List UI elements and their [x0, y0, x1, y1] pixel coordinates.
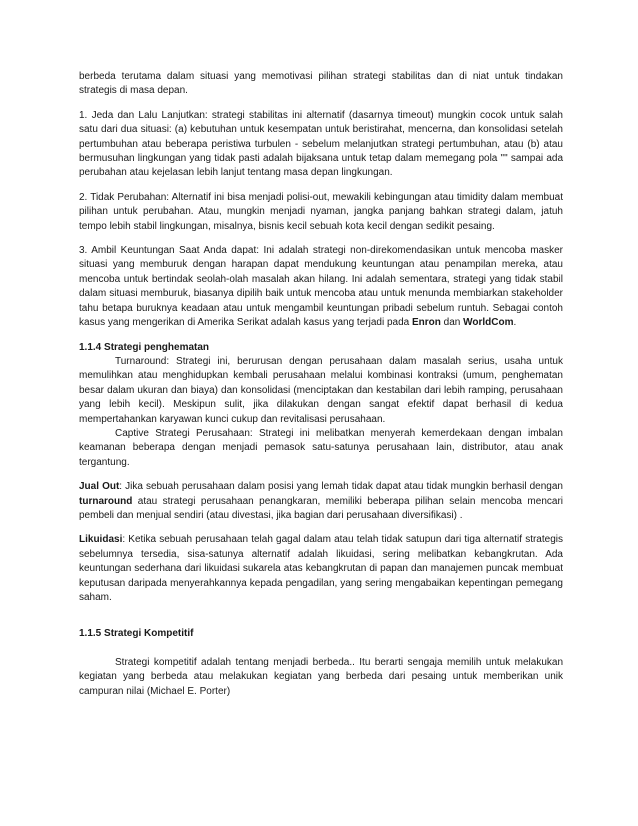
- liquidation-text: : Ketika sebuah perusahaan telah gagal dalam atau telah tidak satupun dari tiga alternatif strategis sebelumnya tersedia, sisa-satunya alternatif adalah likuidasi, sering melibatkan kebangkrutan. Ada keuntungan sederhana dari likuidasi sukarela atas kebangkrutan di papan dan manajemen puncak membuat keputusan daripada menyerahkannya kepada pengadilan, yang sering mengabaikan kepentingan pemegang saham.: [79, 534, 563, 603]
- liquidation-bold: Likuidasi: [79, 534, 123, 546]
- paragraph-profit: [79, 244, 563, 330]
- paragraph-sell-out: [79, 480, 563, 523]
- profit-text: 3. Ambil Keuntungan Saat Anda dapat: Ini adalah strategi non-direkomendasikan untuk mencoba masker situasi yang memburuk dengan harapan dapat mendukung keuntungan atau penampilan mereka, atau mencoba untuk bertindak seolah-olah masalah akan hilang. Ini adalah sementara, strategi yang tidak stabil dalam situasi memburuk, biasanya dipilih baik untuk mencoba atau untuk menunda membiarkan stakeholder tahu betapa buruknya keadaan atau untuk mengambil keuntungan pribadi sebelum runtuh. Sebagai contoh kasus yang mengerikan di Amerika Serikat adalah kasus yang terjadi pada: [79, 245, 563, 329]
- turnaround-bold: turnaround: [79, 495, 133, 507]
- enron-bold: Enron: [411, 317, 441, 329]
- paragraph-competitive: Strategi kompetitif adalah tentang menjadi berbeda.. Itu berarti sengaja memilih untuk melakukan kegiatan yang berbeda atau melakukan kegiatan yang berbeda dari pesaing untuk memberikan unik campuran nilai (Michael E. Porter): [79, 656, 563, 697]
- and-text: dan: [440, 317, 464, 329]
- document-page: [79, 70, 563, 699]
- paragraph-captive: Captive Strategi Perusahaan: Strategi ini melibatkan menyerah kemerdekaan dengan imbalan keamanan beberapa dengan menjadi pemasok satu-satunya perusahaan lain, distributor, atau anak tergantung.: [79, 427, 563, 468]
- intro-paragraph: berbeda terutama dalam situasi yang memotivasi pilihan strategi stabilitas dan di niat untuk tindakan strategis di masa depan.: [79, 71, 563, 97]
- paragraph-liquidation: [79, 533, 563, 605]
- section-heading-1-1-4: 1.1.4 Strategi penghematan: [79, 341, 210, 353]
- spacer: [79, 615, 563, 627]
- paragraph-no-change: 2. Tidak Perubahan: Alternatif ini bisa menjadi polisi-out, mewakili kebingungan atau timidity dalam membuat pilihan untuk perubahan. Atau, mungkin menjadi nyaman, jangka panjang bahkan strategi dalam, jatuh tempo lebih stabil lingkungan, misalnya, bisnis kecil sebuah kota kecil dengan sedikit pesaing.: [79, 191, 563, 232]
- sell-out-text-2: atau strategi perusahaan penangkaran, memiliki beberapa pilihan selain mencoba mencari pembeli dan menjual sendiri (atau divestasi, jika bagian dari perusahaan diversifikasi) .: [79, 495, 563, 521]
- sell-out-bold: Jual Out: [79, 481, 120, 493]
- worldcom-bold: WorldCom: [463, 317, 514, 329]
- paragraph-pause-proceed: 1. Jeda dan Lalu Lanjutkan: strategi stabilitas ini alternatif (dasarnya timeout) mungkin cocok untuk salah satu dari dua situasi: (a) kebutuhan untuk kesempatan untuk beristirahat, mencerna, dan konsolidasi setelah pertumbuhan atau beberapa peristiwa turbulen - sebelum melanjutkan strategi pertumbuhan, atau (b) atau bermusuhan lingkungan yang tidak pasti adalah bijaksana untuk tetap dalam memegang pola "" sampai ada perubahan atau kejelasan lebih lanjut tentang masa depan lingkungan.: [79, 109, 563, 179]
- sell-out-text-1: : Jika sebuah perusahaan dalam posisi yang lemah tidak dapat atau tidak mungkin berhasil dengan: [119, 481, 563, 493]
- paragraph-turnaround: Turnaround: Strategi ini, berurusan dengan perusahaan dalam masalah serius, usaha untuk memulihkan atau menghidupkan kembali perusahaan melalui kombinasi kontraksi (umum, penghematan besar dalam ukuran dan biaya) dan konsolidasi (menciptakan dan kestabilan dari lebih ramping, perusahaan yang lebih kecil). Meskipun sulit, jika dilakukan dengan sangat efektif dapat berhasil di kedua mempertahankan karyawan kunci cukup dan revitalisasi perusahaan.: [79, 355, 563, 425]
- section-heading-1-1-5: 1.1.5 Strategi Kompetitif: [79, 628, 194, 640]
- period-text: .: [513, 317, 517, 329]
